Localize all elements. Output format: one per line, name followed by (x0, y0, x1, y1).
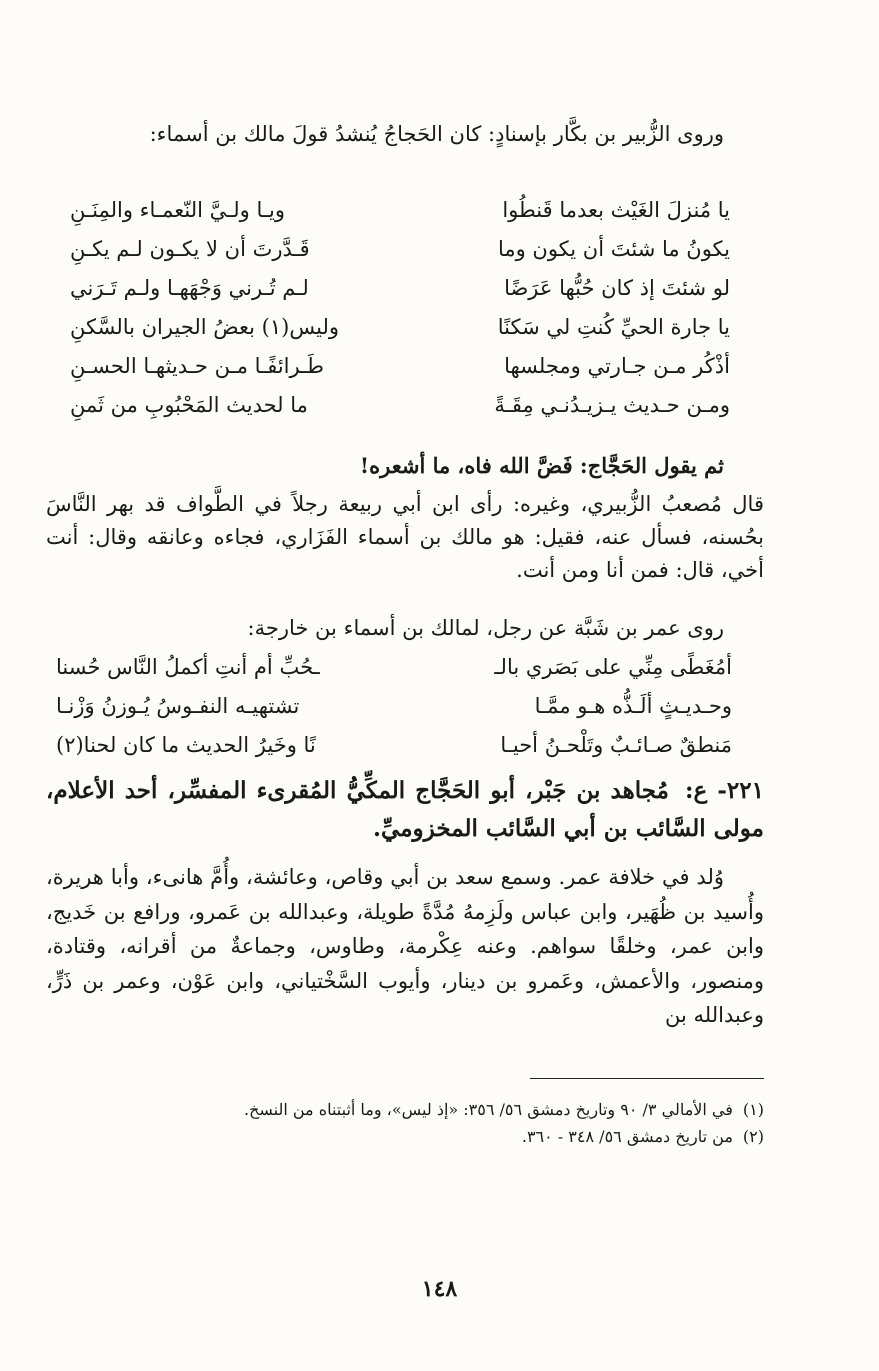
footnote-text: في الأمالي ٣/ ٩٠ وتاريخ دمشق ٥٦/ ٣٥٦: «إذ ليس»، وما أثبتناه من النسخ. (243, 1100, 733, 1119)
entry-number: ٢٢١- ع: (685, 777, 764, 804)
verse-line (70, 230, 730, 269)
footnote-divider (530, 1078, 764, 1079)
hemistich-left: نًا وخَيرُ الحديث ما كان لحنا(٢) (56, 733, 316, 757)
verse-line (70, 191, 730, 230)
hemistich-right: يا جارة الحيِّ كُنتِ لي سَكنًا (497, 315, 730, 339)
verse-line (56, 726, 732, 765)
footnotes (46, 1096, 764, 1150)
hemistich-left: وليس(١) بعضُ الجيران بالسَّكنِ (70, 315, 339, 339)
verse-line (70, 308, 730, 347)
footnote-number: (١) (742, 1100, 764, 1119)
hemistich-left: ـحُبِّ أم أنتِ أكملُ النَّاس حُسنا (56, 655, 320, 679)
paragraph-intro: وروى الزُّبير بن بكَّار بإسنادٍ: كان الحَجاجُ يُنشدُ قولَ مالك بن أسماء: (149, 122, 724, 146)
footnote-text: من تاريخ دمشق ٥٦/ ٣٤٨ - ٣٦٠. (521, 1127, 733, 1146)
poem-malik-1 (70, 191, 730, 425)
verse-line (56, 648, 732, 687)
hemistich-right: مَنطقٌ صـائـبٌ وتَلْحـنُ أحيـا (500, 733, 732, 757)
poem-malik-2 (56, 648, 732, 765)
verse-line (70, 347, 730, 386)
footnote-item (46, 1123, 764, 1150)
entry-title: مُجاهد بن جَبْر، أبو الحَجَّاج المكِّيُّ المُقرىء المفسِّر، أحد الأعلام، مولى السَّائب بن أبي السَّائب المخزوميِّ. (46, 777, 764, 842)
verse-line (70, 386, 730, 425)
footnote-number: (٢) (742, 1127, 764, 1146)
hemistich-right: ومـن حـديث يـزيـدُنـي مِقَـةً (494, 393, 730, 417)
footnote-item (46, 1096, 764, 1123)
hemistich-right: لو شئتَ إذ كان حُبُّها عَرَضًا (504, 276, 730, 300)
hemistich-left: ويـا ولـيَّ النّعمـاء والمِنَـنِ (70, 198, 286, 222)
hemistich-right: أذْكُر مـن جـارتي ومجلسها (504, 354, 730, 378)
hemistich-right: يكونُ ما شئتَ أن يكون وما (497, 237, 730, 261)
hemistich-left: تشتهيـه النفـوسُ يُـوزنُ وَزْنـا (56, 694, 300, 718)
hemistich-right: أمُغَطًى مِنِّي على بَصَري بالـ (494, 655, 732, 679)
hemistich-left: طَـرائفًـا مـن حـديثهـا الحسـنِ (70, 354, 324, 378)
hemistich-left: قَـدَّرتَ أن لا يكـون لـم يكـنِ (70, 237, 310, 261)
paragraph-musab: قال مُصعبُ الزُّبيري، وغيره: رأى ابن أبي ربيعة رجلاً في الطَّواف قد بهر النَّاسَ بحُسنه، فسأل عنه، فقيل: هو مالك بن أسماء الفَزَاري، فجاءه وعانقه وقال: أنت أخي، قال: فمن أنا ومن أنت. (46, 492, 764, 582)
hemistich-right: وحـديـثٍ ألَـذُّه هـو ممَّـا (534, 694, 732, 718)
hemistich-left: ما لحديث المَحْبُوبِ من ثَمنِ (70, 393, 308, 417)
verse-line (70, 269, 730, 308)
hemistich-left: لـم تُـرني وَجْهَهـا ولـم تَـرَني (70, 276, 309, 300)
paragraph-mujahid: وُلد في خلافة عمر. وسمع سعد بن أبي وقاص، وعائشة، وأُمَّ هانىء، وأبا هريرة، وأُسيد بن ظُهَير، وابن عباس ولَزِمهُ مُدَّةً طويلة، وعبدالله بن عَمرو، ورافع بن خَديج، وابن عمر، وخلقًا سواهم. وعنه عِكْرمة، وطاوس، وجماعةٌ من أقرانه، وقتادة، ومنصور، والأعمش، وعَمرو بن دينار، وأيوب السَّخْتياني، وابن عَوْن، وعمر بن ذَرٍّ، وعبدالله بن (46, 865, 764, 1027)
page-number: ١٤٨ (421, 1276, 458, 1302)
entry-heading (46, 772, 764, 848)
verse-line (56, 687, 732, 726)
paragraph-umar-shabba: روى عمر بن شَبَّة عن رجل، لمالك بن أسماء بن خارجة: (247, 616, 724, 640)
hajjaj-quote: ثم يقول الحَجَّاج: فَضَّ الله فاه، ما أشعره! (359, 453, 724, 478)
hemistich-right: يا مُنزلَ الغَيْث بعدما قَنطُوا (502, 198, 730, 222)
